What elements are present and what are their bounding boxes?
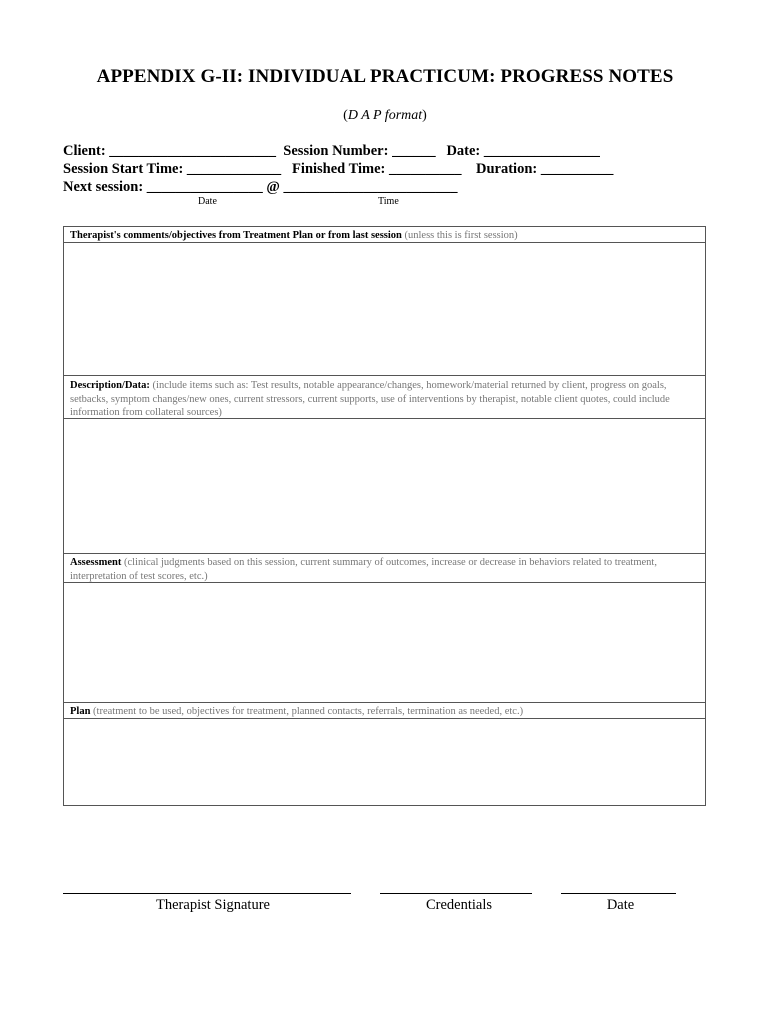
plan-section-header: Plan (treatment to be used, objectives for treatment, planned contacts, referrals, termination as needed, etc.) <box>70 706 524 717</box>
credentials-line[interactable] <box>380 893 532 894</box>
assessment-section-header: Assessment (clinical judgments based on this session, current summary of outcomes, increase or decrease in behaviors related to treatment, interpretation of test scores, etc.) <box>70 557 657 582</box>
comments-entry-area[interactable] <box>64 243 705 375</box>
plan-entry-area[interactable] <box>64 719 705 805</box>
client-session-date-line[interactable]: Client: _______________________ Session Number: ______ Date: ________________ <box>63 143 600 159</box>
page-title: APPENDIX G-II: INDIVIDUAL PRACTICUM: PROGRESS NOTES <box>96 66 674 87</box>
description-section-header: Description/Data: (include items such as: Test results, notable appearance/changes, homework/material returned by client, progress on goals, setbacks, symptom changes/new ones, current stressors, current supports, use of interventions by therapist, notable client quotes, could include information from collateral sources) <box>70 380 670 418</box>
format-subtitle: (D A P format) <box>343 108 427 123</box>
therapist-signature-label: Therapist Signature <box>156 897 270 913</box>
next-session-line[interactable]: Next session: ________________ @ ________________________ <box>63 179 458 195</box>
time-caption: Time <box>378 196 399 207</box>
assessment-entry-area[interactable] <box>64 583 705 702</box>
therapist-signature-line[interactable] <box>63 893 351 894</box>
signature-date-label: Date <box>606 897 635 913</box>
credentials-label: Credentials <box>425 897 493 913</box>
session-time-line[interactable]: Session Start Time: _____________ Finished Time: __________ Duration: __________ <box>63 161 614 177</box>
comments-section-header: Therapist's comments/objectives from Treatment Plan or from last session (unless this is first session) <box>70 230 518 241</box>
signature-date-line[interactable] <box>561 893 676 894</box>
dap-notes-form <box>63 226 706 806</box>
description-entry-area[interactable] <box>64 419 705 552</box>
date-caption: Date <box>198 196 217 207</box>
